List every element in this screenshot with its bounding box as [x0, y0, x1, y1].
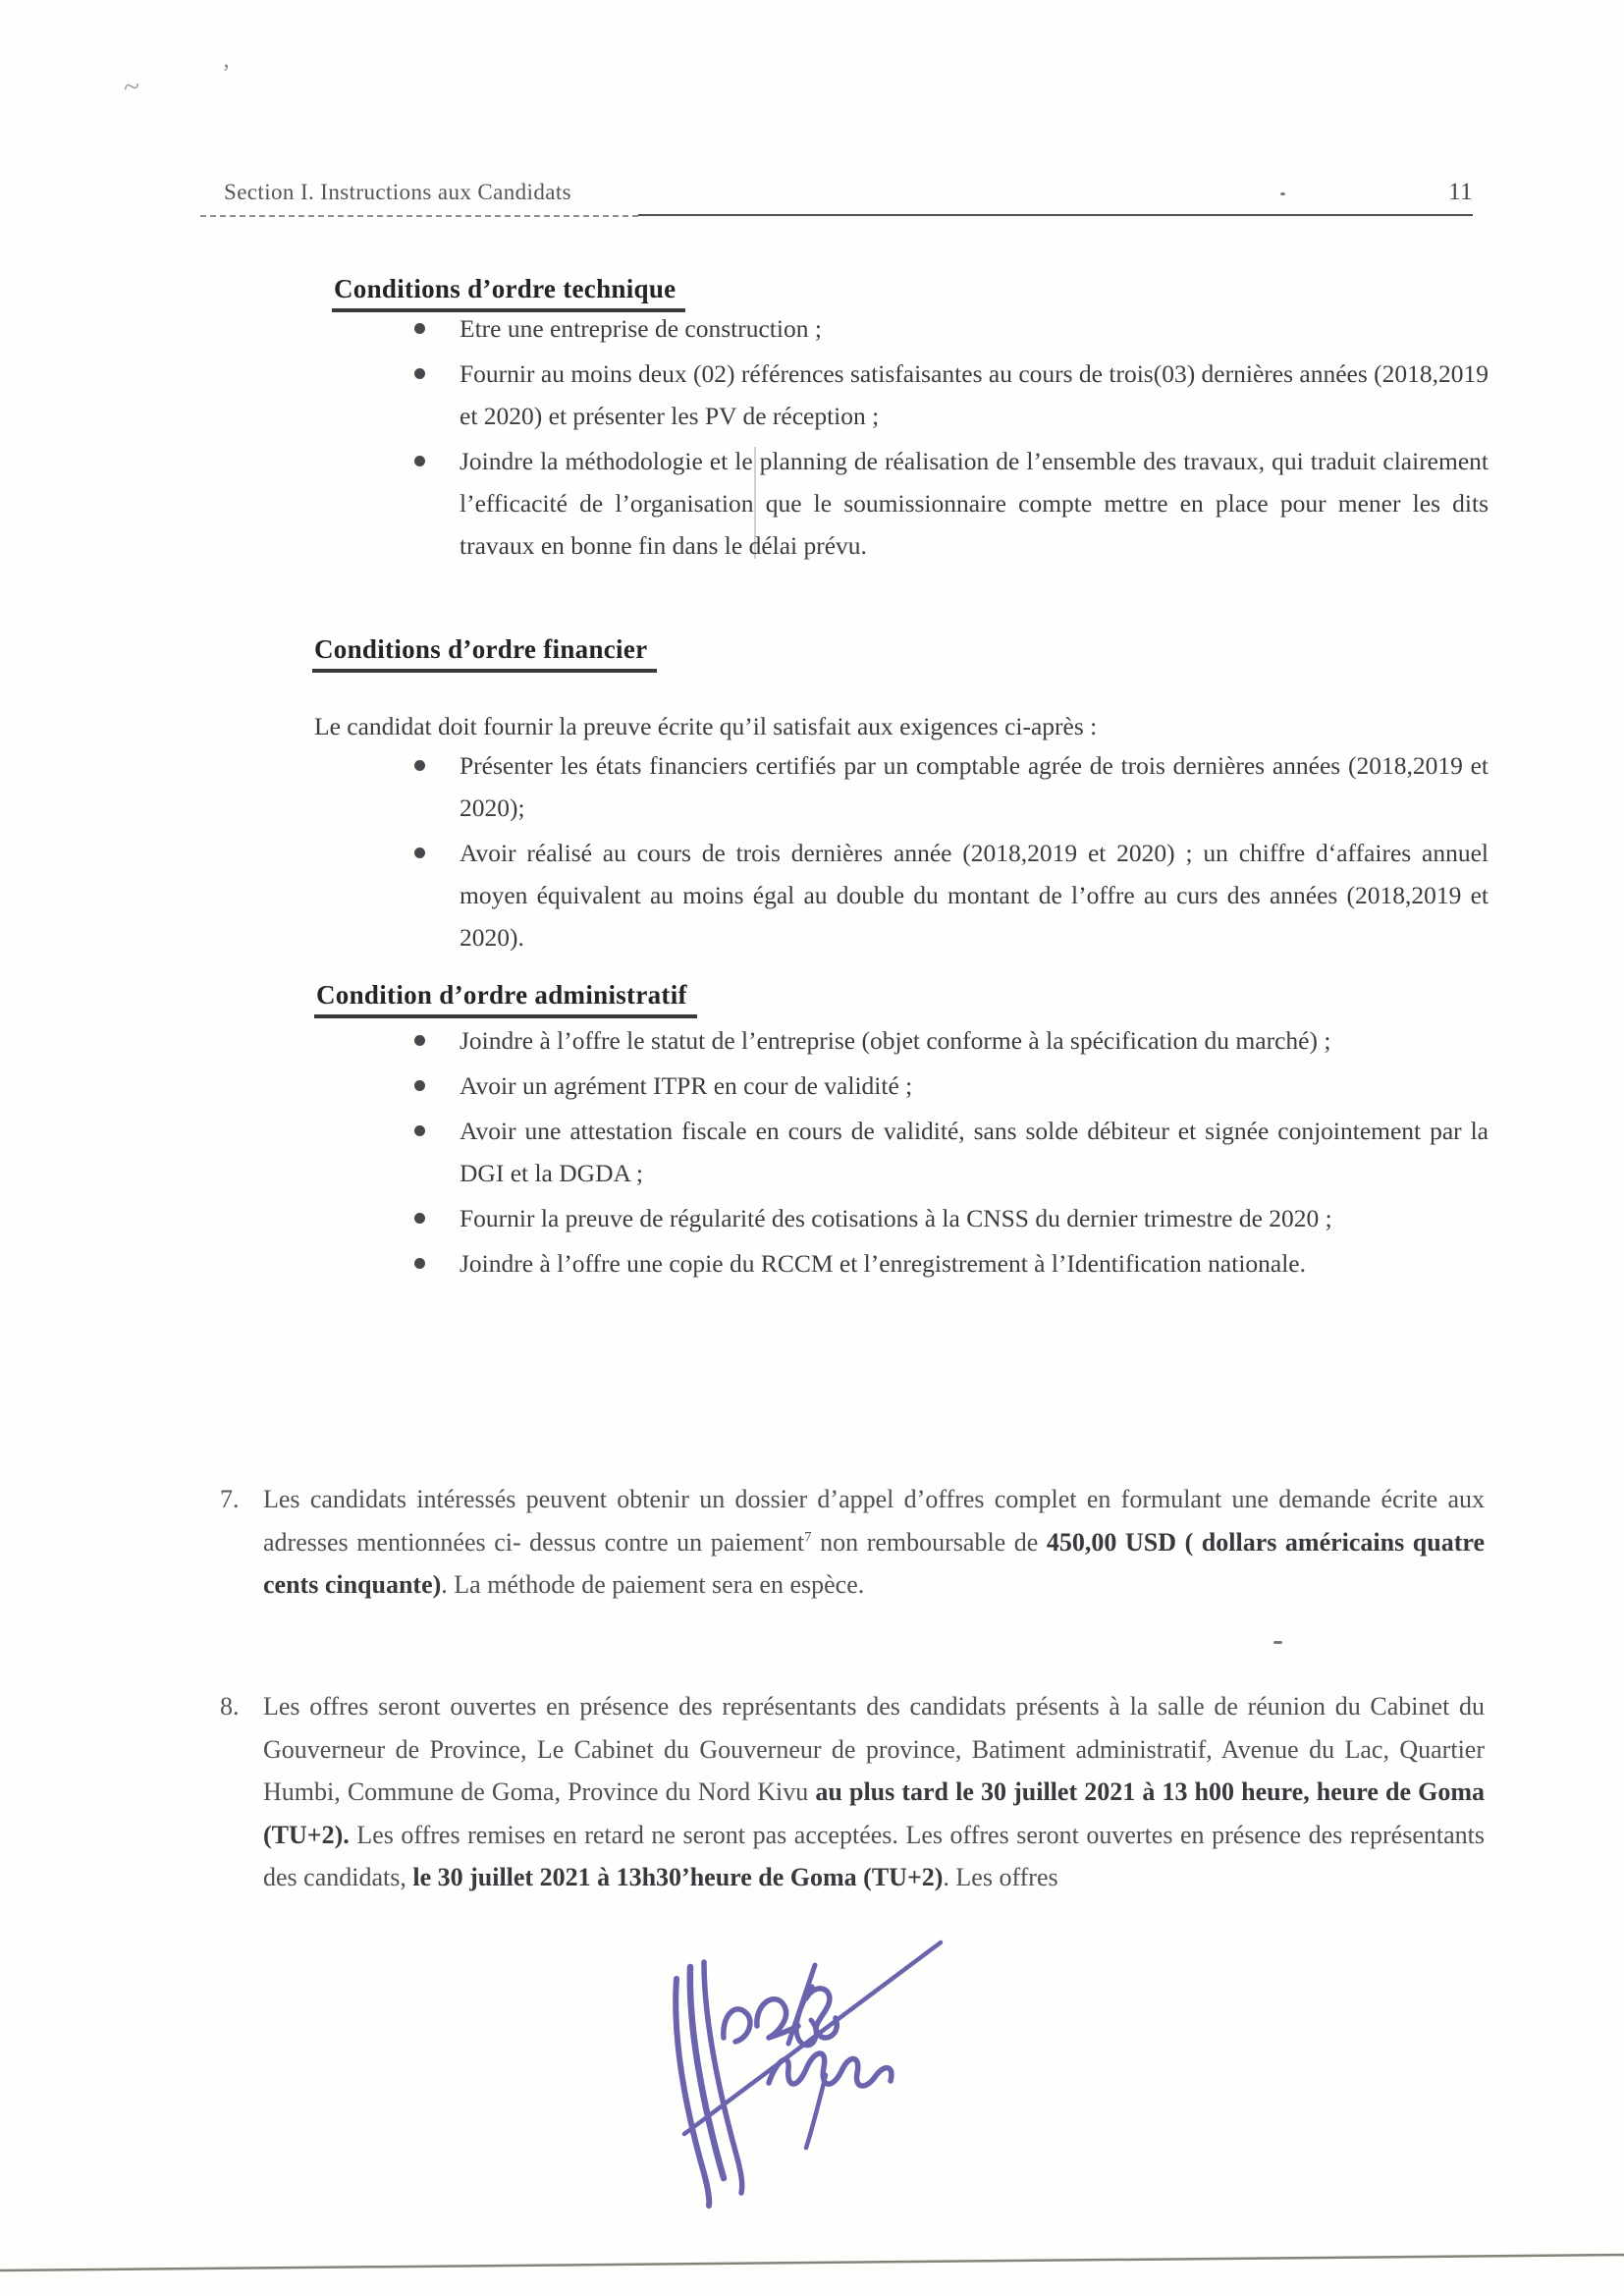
section-heading-financier: Conditions d’ordre financier: [312, 633, 657, 673]
bullet-item: Joindre à l’offre une copie du RCCM et l’enregistrement à l’Identification nationale.: [460, 1242, 1489, 1285]
handwritten-signature: [633, 1938, 947, 2217]
item8-text-normal: . Les offres: [943, 1863, 1058, 1891]
section-financier-bullets: [314, 744, 1489, 961]
bullet-item: Joindre la méthodologie et le planning de réalisation de l’ensemble des travaux, qui traduit clairement l’efficacité de l’organisation que le soumissionnaire compte mettre en place pour mener les dits travaux en bonne fin dans le délai prévu.: [460, 440, 1489, 567]
section-technique-bullets: [314, 307, 1489, 570]
item8-text-bold-opening: le 30 juillet 2021 à 13h30’heure de Goma (TU+2): [412, 1863, 944, 1891]
bullet-item: Présenter les états financiers certifiés par un comptable agrée de trois dernières années (2018,2019 et 2020);: [460, 744, 1489, 829]
item-number: 7.: [220, 1485, 240, 1513]
scan-page-edge-line: [0, 2247, 1624, 2280]
item8-text-normal: Les offres seront ouvertes en présence des représentants des candidats présents à la salle de réunion du Cabinet du Gouverneur de Province, Le Cabinet du Gouverneur de province, Batiment administratif, Avenue du Lac, Quartier Humbi, Commune de Goma, Province du Nord Kivu: [263, 1692, 1485, 1806]
item8-text-normal: Les offres remises en retard ne seront pas acceptées. Les offres seront ouvertes en présence des représentants des candidats,: [263, 1820, 1485, 1891]
item-text: [263, 1685, 1485, 1899]
header-rule-solid: [638, 214, 1473, 216]
header-section-title: Section I. Instructions aux Candidats: [224, 180, 571, 204]
item-text: [263, 1478, 1485, 1607]
bullet-item: Avoir un agrément ITPR en cour de validité ;: [460, 1065, 1489, 1107]
numbered-item-7: [220, 1478, 1489, 1607]
section-financier-intro: Le candidat doit fournir la preuve écrite qu’il satisfait aux exigences ci-après :: [314, 712, 1098, 740]
bullet-item: Fournir la preuve de régularité des cotisations à la CNSS du dernier trimestre de 2020 ;: [460, 1197, 1489, 1239]
header-page-number: 11: [1448, 179, 1473, 205]
section-financier-heading-wrap: [312, 633, 657, 673]
numbered-item-8: [220, 1685, 1489, 1899]
item7-text-bold-price: 450,00 USD ( dollars américains quatre cents cinquante): [263, 1527, 1485, 1599]
section-heading-technique: Conditions d’ordre technique: [332, 273, 685, 312]
bullet-item: Avoir une attestation fiscale en cours de validité, sans solde débiteur et signée conjointement par la DGI et la DGDA ;: [460, 1110, 1489, 1194]
page-header: [224, 179, 1473, 206]
item8-text-bold-deadline: au plus tard le 30 juillet 2021 à 13 h00 heure, heure de Goma (TU+2).: [263, 1777, 1485, 1849]
bullet-item: Etre une entreprise de construction ;: [460, 307, 1489, 350]
bullet-item: Avoir réalisé au cours de trois dernières année (2018,2019 et 2020) ; un chiffre d‘affaires annuel moyen équivalent au moins égal au double du montant de l’offre au curs des années (2018,2019 et 2020).: [460, 832, 1489, 958]
item-number: 8.: [220, 1692, 240, 1721]
scan-quote-mark: ’: [222, 59, 231, 87]
item7-text-normal: . La méthode de paiement sera en espèce.: [441, 1570, 865, 1599]
bullet-item: Fournir au moins deux (02) références satisfaisantes au cours de trois(03) dernières années (2018,2019 et 2020) et présenter les PV de réception ;: [460, 353, 1489, 437]
footnote-reference: 7: [804, 1528, 812, 1545]
section-heading-administratif: Condition d’ordre administratif: [314, 979, 697, 1018]
bullet-item: Joindre à l’offre le statut de l’entreprise (objet conforme à la spécification du marché) ;: [460, 1019, 1489, 1062]
scan-smudge-mark: ~: [122, 70, 141, 104]
item7-text-normal: Les candidats intéressés peuvent obtenir un dossier d’appel d’offres complet en formulant une demande écrite aux adresses mentionnées ci- dessus contre un paiement: [263, 1485, 1485, 1557]
item7-text-normal: non remboursable de: [811, 1527, 1047, 1557]
header-rule-dashed: [200, 215, 638, 217]
section-administratif-heading-wrap: [314, 979, 697, 1018]
section-administratif-bullets: [314, 1019, 1489, 1287]
section-technique-heading-wrap: [332, 273, 685, 312]
scan-dash-artifact: [1273, 1641, 1282, 1644]
